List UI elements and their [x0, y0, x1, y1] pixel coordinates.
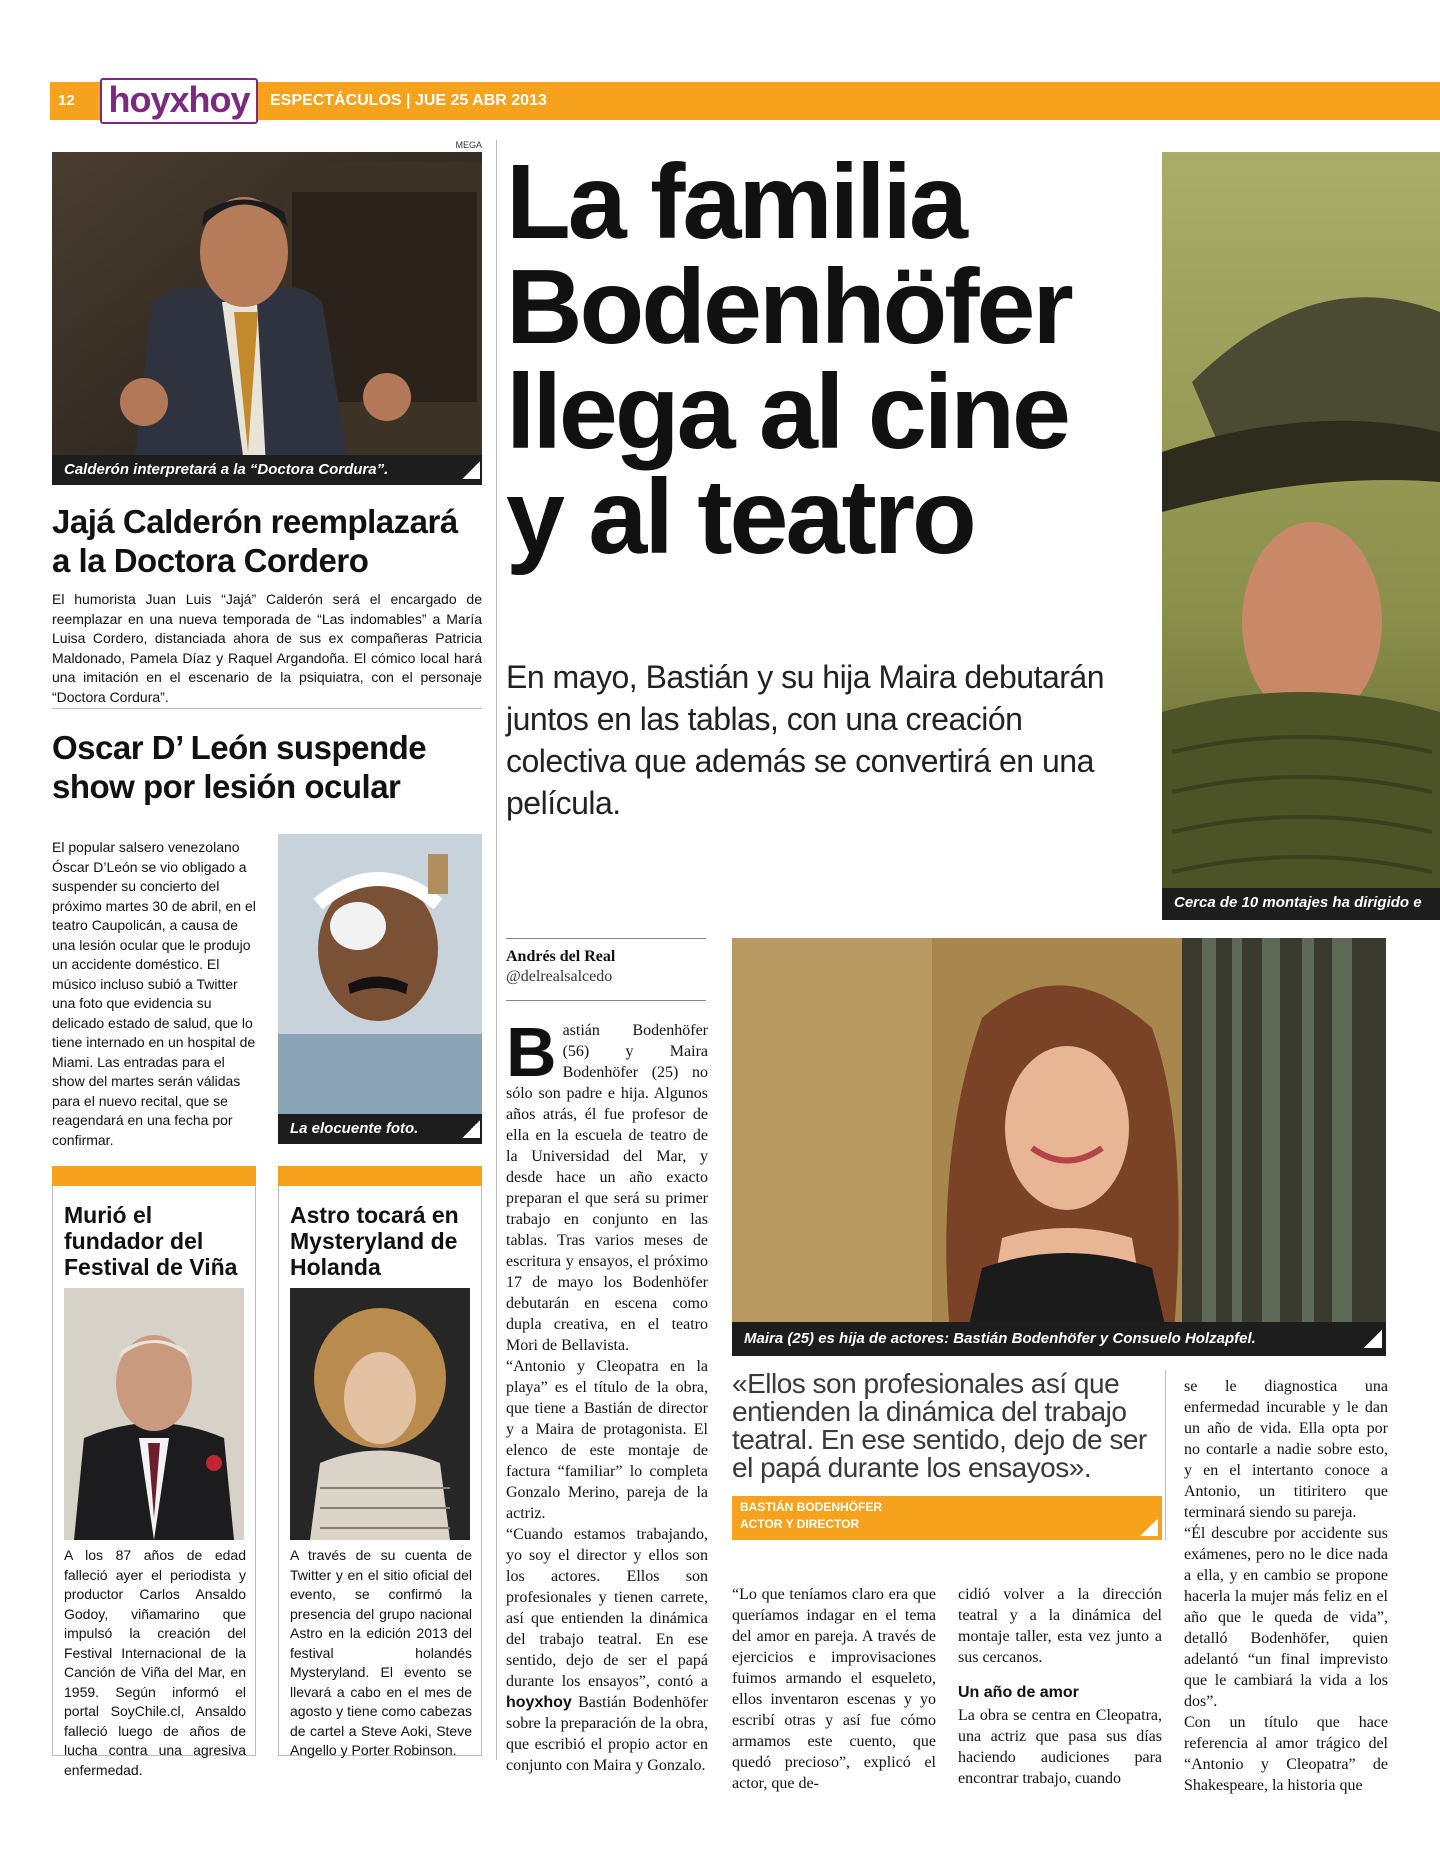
quote-role: ACTOR Y DIRECTOR [740, 1517, 860, 1531]
photo-corner-icon [1140, 1518, 1158, 1536]
photo-corner-icon [1364, 1330, 1382, 1348]
byline-name: Andrés del Real [506, 948, 616, 965]
section-label: ESPECTÁCULOS | JUE 25 ABR 2013 [270, 92, 547, 109]
box-title: Murió el fundador del Festival de Viña [64, 1202, 238, 1280]
page-number: 12 [58, 92, 75, 109]
story-title: Jajá Calderón reemplazará a la Doctora Cordero [52, 503, 458, 579]
calderon-photo [52, 152, 482, 485]
deck: En mayo, Bastián y su hija Maira debutarán juntos en las tablas, con una creación colectiva que además se convertirá en una película. [506, 659, 1104, 821]
divider [506, 1000, 706, 1001]
box-topbar [52, 1166, 256, 1186]
headline-line: y al teatro [506, 458, 974, 576]
photo-corner-icon [462, 1120, 480, 1138]
maira-photo [732, 938, 1386, 1356]
article-column: se le diagnostica una enfermedad incurable y le dan un año de vida. Ella opta por no contarle a nadie sobre esto, y en el intertanto conoce a Antonio, un titiritero que terminará siendo su pareja. “Él descubre por accidente sus exámenes, pero no le dice nada a ella, y en cambio se propone hacerla la mujer más feliz en el año que le queda de vida”, detalló Bodenhöfer, quien adelantó “un final imprevisto que le cambiará la vida a los dos”. Con un título que hace referencia al amor trágico del “Antonio y Cleopatra” de Shakespeare, la historia que [1184, 1378, 1388, 1794]
article-column [506, 1013, 708, 1774]
box-topbar [278, 1166, 482, 1186]
photo-corner-icon [462, 461, 480, 479]
box-body: A través de su cuenta de Twitter y en el sitio oficial del evento, se confirmó la presencia del grupo nacional Astro en la edición 2013 del festival holandés Mysteryland. El evento se llevará a cabo en el mes de agosto y tiene como cabezas de cartel a Steve Aoki, Steve Angello y Porter Robinson. [290, 1547, 472, 1758]
brand-mention: hoyxhoy [506, 1694, 572, 1711]
drop-cap: B [506, 1013, 557, 1091]
photo-caption: La elocuente foto. [278, 1114, 482, 1144]
ansaldo-photo [64, 1288, 244, 1540]
column-divider [1165, 1370, 1166, 1540]
article-text: Bastián Bodenhöfer sobre la preparación de la obra, que escribió el propio actor en conjunto con Maira y Gonzalo. [506, 1694, 708, 1774]
photo-credit: MEGA [455, 140, 482, 150]
article-column: La obra se centra en Cleopatra, una actriz que pasa sus días haciendo audiciones para encontrar trabajo, cuando [958, 1707, 1162, 1787]
story-body: El humorista Juan Luis “Jajá” Calderón será el encargado de reemplazar en una nueva temporada de “Las indomables” a María Luisa Cordero, distanciada ahora de sus ex compañeras Patricia Maldonado, Pamela Díaz y Raquel Argandoña. El cómico local hará una imitación en el escenario de la psiquiatra, con el personaje “Doctora Cordura”. [52, 591, 482, 705]
logo[interactable]: hoyxhoy [100, 78, 258, 124]
divider [52, 708, 482, 709]
article-text: astián Bodenhöfer (56) y Maira Bodenhöfer (25) no sólo son padre e hija. Algunos años atrás, él fue profesor de ella en la escuela de teatro de la Universidad del Mar, y desde hace un año exacto preparan el que será su primer trabajo en conjunto en las tablas. Tras varios meses de escritura y ensayos, el próximo 17 de mayo los Bodenhöfer debutarán en escena como dupla creativa, en el teatro Mori de Bellavista. “Antonio y Cleopatra en la playa” es el título de la obra, que tiene a Bastián de director y a Maira de protagonista. El elenco de este montaje de factura “familiar” lo completa Gonzalo Merino, pareja de la actriz. “Cuando estamos trabajando, yo soy el director y ellos son los actores. Ellos son profesionales y tienen carrete, así que entienden la dinámica del trabajo teatral. En ese sentido, dejo de ser el papá durante los ensayos”, contó a [506, 1022, 708, 1690]
photo-caption: Maira (25) es hija de actores: Bastián Bodenhöfer y Consuelo Holzapfel. [732, 1322, 1386, 1356]
subhead: Un año de amor [958, 1684, 1079, 1701]
article-column: “Lo que teníamos claro era que queríamos indagar en el tema del amor en pareja. A través de ejercicios e improvisaciones fuimos armando el esqueleto, ellos inventaron escenas y yo escribí otras y así fue cómo armamos este cuento, que quedó precioso”, explicó el actor, que de- [732, 1586, 936, 1792]
box-title: Astro tocará en Mysteryland de Holanda [290, 1202, 459, 1280]
bastian-photo [1162, 152, 1440, 920]
column-divider [496, 140, 497, 1760]
box-body: A los 87 años de edad falleció ayer el periodista y productor Carlos Ansaldo Godoy, viñamarino que impulsó la creación del Festival Internacional de la Canción de Viña del Mar, en 1959. Según informó el portal SoyChile.cl, Ansaldo falleció luego de años de lucha contra una agresiva enfermedad. [64, 1547, 246, 1778]
story-title: Oscar D’ León suspende show por lesión ocular [52, 729, 427, 805]
astro-photo [290, 1288, 470, 1540]
main-headline [506, 143, 1146, 630]
divider [506, 938, 706, 939]
photo-caption: Cerca de 10 montajes ha dirigido e [1162, 888, 1440, 920]
story-body: El popular salsero venezolano Óscar D’León se vio obligado a suspender su concierto del próximo martes 30 de abril, en el teatro Caupolicán, a causa de una lesión ocular que le produjo un accidente doméstico. El músico incluso subió a Twitter una foto que evidencia su delicado estado de salud, que lo tiene internado en un hospital de Miami. Las entradas para el show del martes serán válidas para el nuevo recital, que se reagendará en una fecha por confirmar. [52, 839, 256, 1148]
pull-quote: «Ellos son profesionales así que entienden la dinámica del trabajo teatral. En ese sentido, dejo de ser el papá durante los ensayos». [732, 1368, 1147, 1483]
oscar-photo [278, 834, 482, 1144]
byline-handle[interactable]: @delrealsalcedo [506, 968, 613, 985]
quote-name: BASTIÁN BODENHÖFER [740, 1500, 883, 1514]
headline-line: La familia [506, 143, 965, 261]
article-column: cidió volver a la dirección teatral y a la dinámica del montaje taller, esta vez junto a sus cercanos. [958, 1586, 1162, 1666]
headline-line: Bodenhöfer [506, 248, 1071, 366]
photo-caption: Calderón interpretará a la “Doctora Cordura”. [52, 455, 482, 485]
headline-line: llega al cine [506, 353, 1068, 471]
